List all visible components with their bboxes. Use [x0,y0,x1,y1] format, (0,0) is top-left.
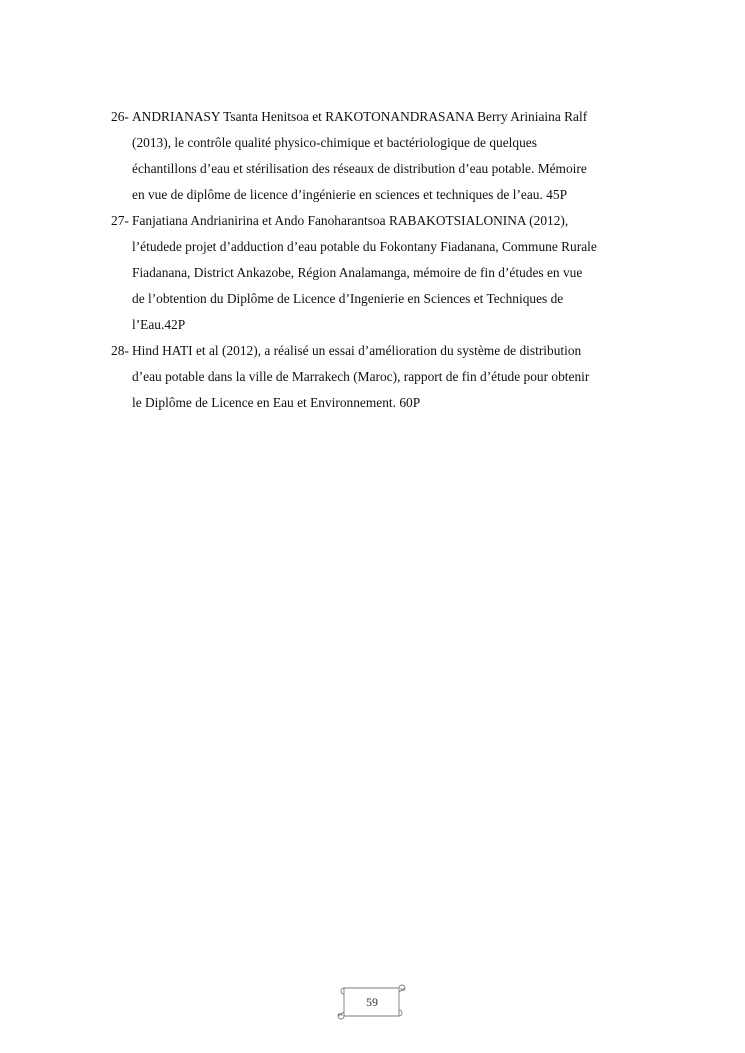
page-number-scroll [335,980,409,1024]
reference-line: Hind HATI et al (2012), a réalisé un essai d’amélioration du système de distribution [132,343,582,358]
reference-line: Fanjatiana Andrianirina et Ando Fanoharantsoa RABAKOTSIALONINA (2012), [132,213,569,228]
reference-line: Fiadanana, District Ankazobe, Région Analamanga, mémoire de fin d’études en vue [132,265,583,280]
reference-text [132,104,671,208]
reference-line: échantillons d’eau et stérilisation des réseaux de distribution d’eau potable. Mémoire [132,161,587,176]
page-number: 59 [366,995,378,1009]
reference-line: ANDRIANASY Tsanta Henitsoa et RAKOTONANDRASANA Berry Ariniaina Ralf [132,109,588,124]
reference-number: 26- [111,109,129,124]
reference-number: 28- [111,343,129,358]
reference-line: d’eau potable dans la ville de Marrakech (Maroc), rapport de fin d’étude pour obtenir [132,369,590,384]
reference-list [111,104,671,416]
reference-text [132,208,671,338]
reference-line: en vue de diplôme de licence d’ingénierie en sciences et techniques de l’eau. 45P [132,187,568,202]
reference-text [132,338,671,416]
reference-item [111,338,671,416]
reference-line: de l’obtention du Diplôme de Licence d’Ingenierie en Sciences et Techniques de [132,291,564,306]
reference-line: le Diplôme de Licence en Eau et Environnement. 60P [132,395,421,410]
reference-number: 27- [111,213,129,228]
reference-item [111,208,671,338]
reference-line: (2013), le contrôle qualité physico-chimique et bactériologique de quelques [132,135,537,150]
reference-line: l’Eau.42P [132,317,186,332]
reference-line: l’étudede projet d’adduction d’eau potable du Fokontany Fiadanana, Commune Rurale [132,239,597,254]
reference-item [111,104,671,208]
